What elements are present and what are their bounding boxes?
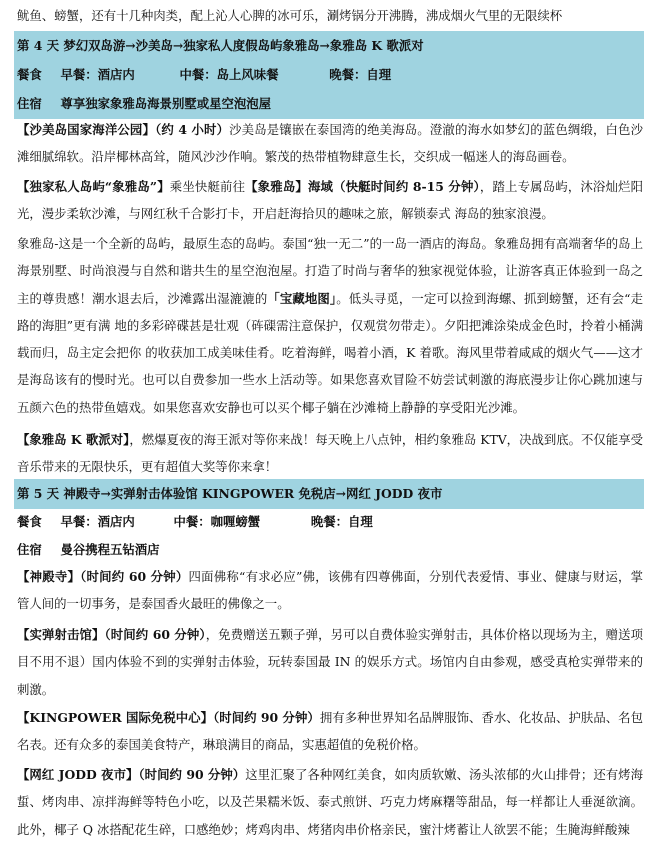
- day4-meals-row: [17, 60, 643, 90]
- day5-lunch: 中餐：咖喱螃蟹: [173, 514, 261, 529]
- section-duration: （时间约 90 分钟）: [213, 710, 320, 725]
- day4-breakfast: 早餐：酒店内: [60, 67, 135, 82]
- section-text: 四面佛称“有求必应”佛，该佛有四尊佛面，分别代表爱情、事业、健康与财运，掌管人间的一切事务，是泰国香火最旺的佛像之一。: [17, 569, 644, 612]
- section-duration: （时间约 60 分钟）: [104, 627, 206, 642]
- section-text: ，燃爆夏夜的海王派对等你来战！每天晚上八点钟，相约象雅岛 KTV，决战到底。不仅能享受音乐带来的无限快乐，更有超值大奖等你来拿！: [17, 432, 643, 475]
- day4-header: 第 4 天 梦幻双岛游→沙美岛→独家私人度假岛屿象雅岛→象雅岛 K 歌派对: [17, 38, 424, 53]
- section-text-a: 象雅岛-这是一个全新的岛屿，最原生态的岛屿。泰国“独一无二”的一岛一酒店的海岛。象雅岛拥有高端奢华的岛上海景别墅、时尚浪漫与自然和谐共生的星空泡泡屋。打造了时尚与奢华的独家视觉体验，让游客真正体验到一岛之主的尊贵感！潮水退去后，沙滩露出湿漉漉的: [17, 236, 643, 306]
- treasure-map-highlight: 「宝藏地图」: [267, 290, 337, 306]
- section-title: 【神殿寺】: [17, 569, 81, 584]
- day5-stay-label: 住宿: [17, 542, 42, 557]
- day5-section-jodd-market: [17, 761, 643, 843]
- section-title: 【沙美岛国家海洋公园】: [17, 122, 156, 137]
- section-text-b: ，踏上专属岛屿，沐浴灿烂阳光，漫步柔软沙滩，与网红秋千合影打卡，开启赶海拾贝的趣味之旅，解锁泰式 海岛的独家浪漫。: [17, 179, 644, 222]
- section-title: 【网红 JODD 夜市】: [17, 767, 139, 782]
- section-duration: （约 4 小时）: [155, 122, 230, 137]
- day4-section-xiangya-description: [17, 230, 643, 421]
- day4-meals-label: 餐食: [17, 67, 42, 82]
- day5-meals-row: [17, 508, 643, 536]
- day4-dinner: 晚餐：自理: [329, 67, 392, 82]
- section-title: 【象雅岛 K 歌派对】: [17, 432, 130, 447]
- day5-meals-label: 餐食: [17, 514, 42, 529]
- day5-stay-value: 曼谷携程五钻酒店: [60, 542, 160, 557]
- section-text: 拥有多种世界知名品牌服饰、香水、化妆品、护肤品、名包名表。还有众多的泰国美食特产，琳琅满目的商品，实惠超值的免税价格。: [17, 710, 644, 753]
- section-title: 【独家私人岛屿“象雅岛”】: [17, 179, 170, 194]
- day5-section-temple: [17, 563, 643, 618]
- day4-stay-row: [17, 89, 643, 119]
- intro-tail-paragraph: 鱿鱼、螃蟹，还有十几种肉类，配上沁人心脾的冰可乐，涮烤锅分开沸腾，沸成烟火气里的无限续杯: [17, 8, 563, 23]
- section-title: 【KINGPOWER 国际免税中心】: [17, 710, 214, 725]
- day5-section-kingpower: [17, 704, 643, 759]
- section-text-a: 乘坐快艇前往: [169, 179, 246, 194]
- section-text: 沙美岛是镶嵌在泰国湾的绝美海岛。澄澈的海水如梦幻的蓝色绸缎，白色沙滩细腻绵软。沿岸椰林高耸，随风沙沙作响。繁茂的热带植物肆意生长，交织成一幅迷人的海岛画卷。: [17, 122, 643, 165]
- day5-header: 第 5 天 神殿寺→实弹射击体验馆 KINGPOWER 免税店→网红 JODD 夜市: [17, 486, 443, 501]
- day5-breakfast: 早餐：酒店内: [60, 514, 135, 529]
- day5-dinner: 晚餐：自理: [310, 514, 373, 529]
- day4-stay-value: 尊享独家象雅岛海景别墅或星空泡泡屋: [60, 96, 272, 111]
- section-text: ，免费赠送五颗子弹，另可以自费体验实弹射击，具体价格以现场为主，赠送项目不用不退）国内体验不到的实弹射击体验，玩转泰国最 IN 的娱乐方式。场馆内自由参观，感受真枪实弹带来的刺激。: [17, 627, 644, 697]
- day4-section-private-island: [17, 173, 643, 228]
- day4-stay-label: 住宿: [17, 96, 42, 111]
- section-title-2: 【象雅岛】海域（快艇时间约 8-15 分钟）: [245, 179, 480, 194]
- section-title: 【实弹射击馆】: [17, 627, 105, 642]
- day5-section-shooting: [17, 621, 643, 703]
- day4-section-shamei: [17, 116, 643, 171]
- day5-stay-row: [17, 536, 643, 564]
- day4-lunch: 中餐：岛上风味餐: [179, 67, 279, 82]
- section-duration: （时间约 90 分钟）: [138, 767, 246, 782]
- day4-section-karaoke: [17, 426, 643, 481]
- section-duration: （时间约 60 分钟）: [80, 569, 189, 584]
- section-text-b: 。低头寻觅，一定可以捡到海螺、抓到螃蟹，还有会“走路的海胆”更有满 地的多彩碎碟甚是壮观（砗磲需注意保护，仅观赏勿带走）。夕阳把滩涂染成金色时，拎着小桶满载而归，岛主定会把你 的收获加工成美味佳肴。吃着海鲜，喝着小酒，K 着歌。海风里带着咸咸的烟火气——这才是海岛该有的慢时光。也可以自费参加一些水上活动等。如果您喜欢冒险不妨尝试刺激的海底漫步让你心跳加速与五颜六色的热带鱼嬉戏。如果您喜欢安静也可以买个椰子躺在沙滩椅上静静的享受阳光沙滩。: [17, 290, 643, 415]
- section-text: 这里汇聚了各种网红美食，如肉质软嫩、汤头浓郁的火山排骨；还有烤海蜇、烤肉串、凉拌海鲜等特色小吃，以及芒果糯米饭、泰式煎饼、巧克力烤麻糬等甜品，每一样都让人垂涎欲滴。此外，椰子 Q 冰搭配花生碎，口感绝妙；烤鸡肉串、烤猪肉串价格亲民，蜜汁烤蓄让人欲罢不能；生腌海鲜酸辣: [17, 767, 644, 837]
